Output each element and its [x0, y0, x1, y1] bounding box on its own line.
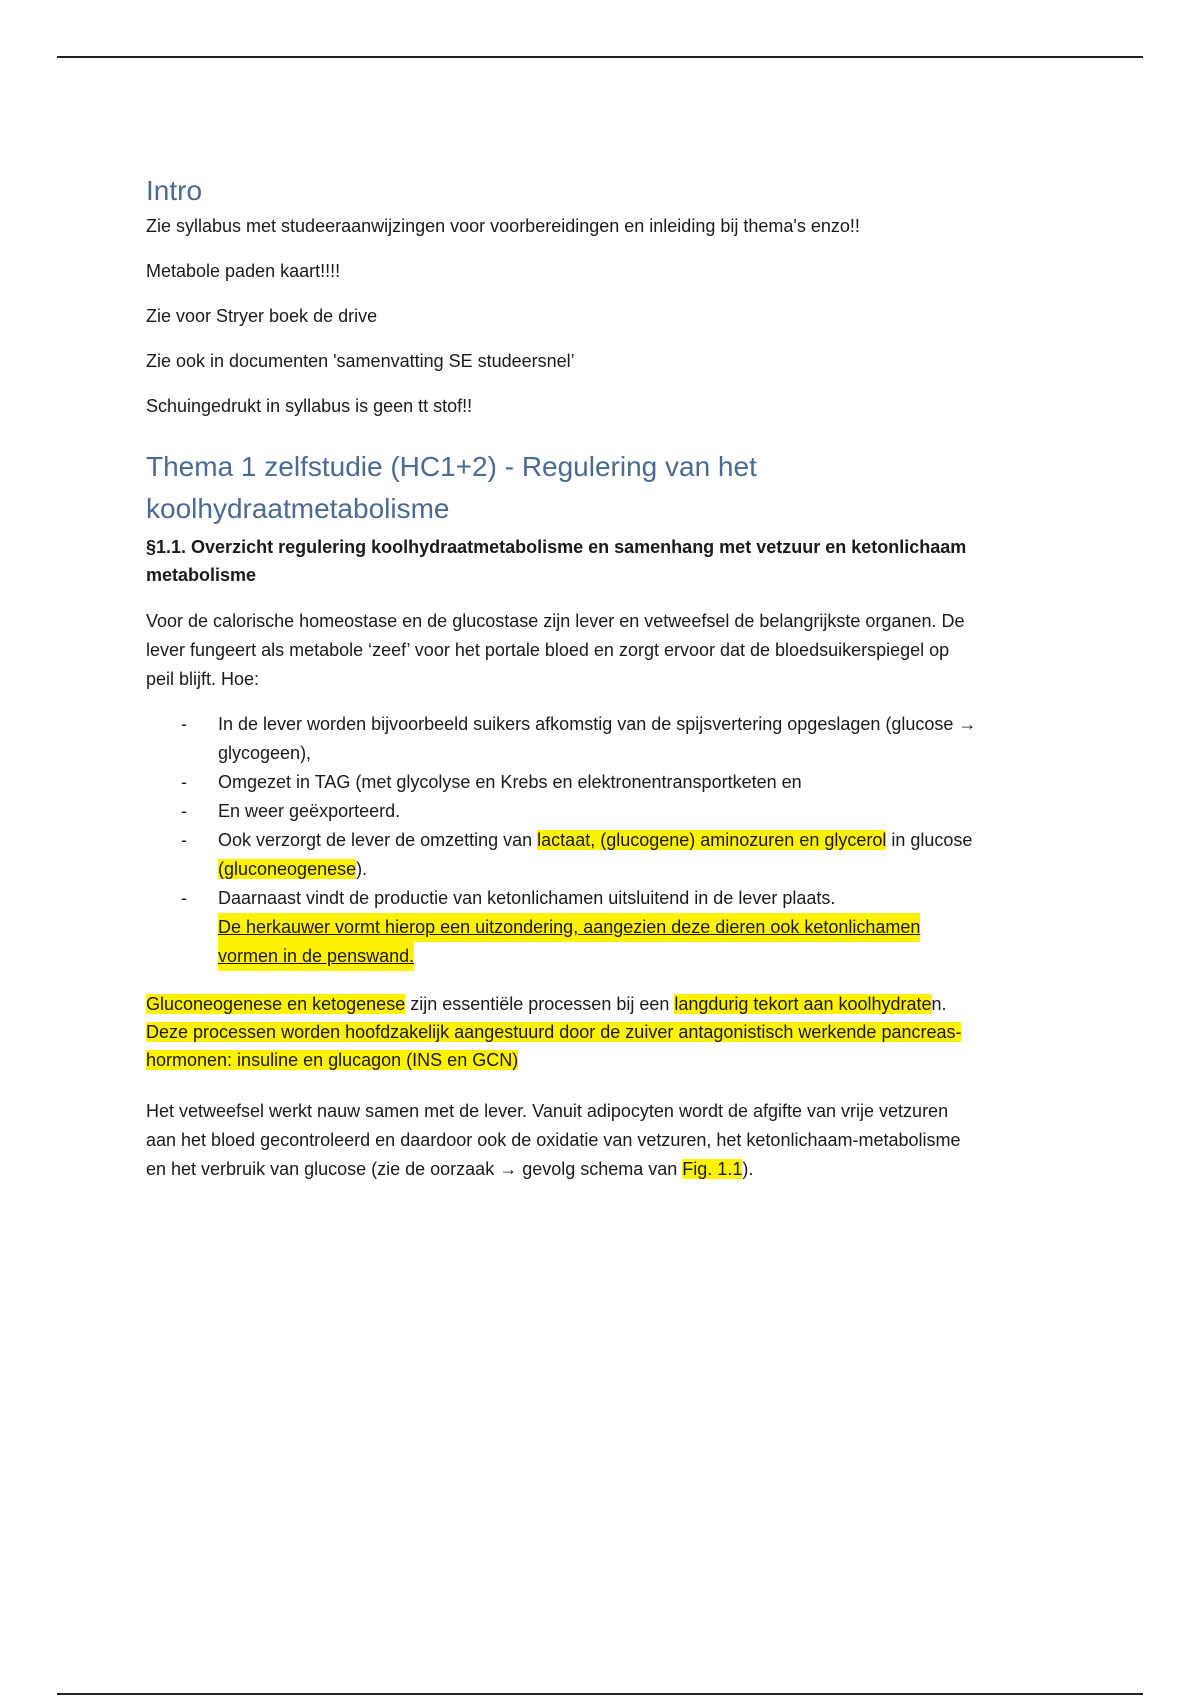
para3-post: ). [742, 1159, 754, 1179]
bullet-4-highlight: lactaat, (glucogene) aminozuren en glycerol [537, 830, 887, 850]
intro-line-5: Schuingedrukt in syllabus is geen tt stof!! [146, 396, 473, 416]
para3-line-1: Het vetweefsel werkt nauw samen met de lever. Vanuit adipocyten wordt de afgifte van vrije vetzuren [146, 1101, 949, 1121]
para1-line-3: peil blijft. Hoe: [146, 669, 260, 689]
page-top-rule [57, 56, 1143, 58]
para2-highlight-4: hormonen: insuline en glucagon (INS en GCN) [146, 1050, 519, 1070]
section-title-line-2: metabolisme [146, 565, 257, 585]
bullet-4-line-2-highlight: (gluconeogenese [218, 859, 357, 879]
para2-mid: zijn essentiële processen bij een [405, 994, 675, 1014]
para1-line-1: Voor de calorische homeostase en de glucostase zijn lever en vetweefsel de belangrijkste organen. De [146, 611, 965, 631]
bullet-4-line-2-post: ). [356, 859, 368, 879]
bullet-dash: - [181, 888, 187, 908]
intro-line-1: Zie syllabus met studeeraanwijzingen voor voorbereidingen en inleiding bij thema's enzo!! [146, 216, 860, 236]
bullet-dash: - [181, 801, 187, 821]
bullet-4-post: in glucose [886, 830, 973, 850]
para2-line-1 [146, 990, 947, 1019]
bullet-dash: - [181, 772, 187, 792]
figure-reference: Fig. 1.1 [682, 1159, 743, 1179]
bullet-1-line-2: glycogeen), [218, 743, 312, 763]
bullet-5: Daarnaast vindt de productie van ketonlichamen uitsluitend in de lever plaats. [218, 888, 836, 908]
para3-line-2: aan het bloed gecontroleerd en daardoor ook de oxidatie van vetzuren, het ketonlichaam-metabolisme [146, 1130, 961, 1150]
para2-end: n. [931, 994, 947, 1014]
para2-highlight-3: Deze processen worden hoofdzakelijk aangestuurd door de zuiver antagonistisch werkende pancreas- [146, 1022, 962, 1042]
bullet-4-line-1 [218, 826, 972, 855]
bullet-3: En weer geëxporteerd. [218, 801, 401, 821]
para2-line-2 [146, 1018, 961, 1047]
para2-line-3 [146, 1046, 518, 1075]
intro-heading: Intro [146, 175, 203, 206]
bullet-4-line-2 [218, 855, 367, 884]
bullet-1-line-1: In de lever worden bijvoorbeeld suikers afkomstig van de spijsvertering opgeslagen (glucose → [218, 714, 977, 734]
intro-line-3: Zie voor Stryer boek de drive [146, 306, 378, 326]
bullet-2: Omgezet in TAG (met glycolyse en Krebs en elektronentransportketen en [218, 772, 802, 792]
bullet-4-pre: Ook verzorgt de lever de omzetting van [218, 830, 538, 850]
para2-highlight-2: langdurig tekort aan koolhydrate [674, 994, 932, 1014]
intro-line-2: Metabole paden kaart!!!! [146, 261, 341, 281]
thema1-heading-line-1: Thema 1 zelfstudie (HC1+2) - Regulering van het [146, 451, 757, 482]
intro-line-4: Zie ook in documenten 'samenvatting SE studeersnel’ [146, 351, 575, 371]
para1-line-2: lever fungeert als metabole ‘zeef’ voor het portale bloed en zorgt ervoor dat de bloedsuikerspiegel op [146, 640, 950, 660]
para3-pre: en het verbruik van glucose (zie de oorzaak → gevolg schema van [146, 1159, 683, 1179]
bullet-5-highlight-line-2: vormen in de penswand. [218, 942, 414, 971]
bullet-dash: - [181, 714, 187, 734]
bullet-5-highlight-line-1: De herkauwer vormt hierop een uitzondering, aangezien deze dieren ook ketonlichamen [218, 913, 920, 942]
section-title-line-1: §1.1. Overzicht regulering koolhydraatmetabolisme en samenhang met vetzuur en ketonlichaam [146, 537, 967, 557]
bullet-dash: - [181, 830, 187, 850]
thema1-heading-line-2: koolhydraatmetabolisme [146, 493, 450, 524]
para3-line-3 [146, 1155, 753, 1184]
para2-highlight-1: Gluconeogenese en ketogenese [146, 994, 406, 1014]
page-bottom-rule [57, 1693, 1143, 1695]
